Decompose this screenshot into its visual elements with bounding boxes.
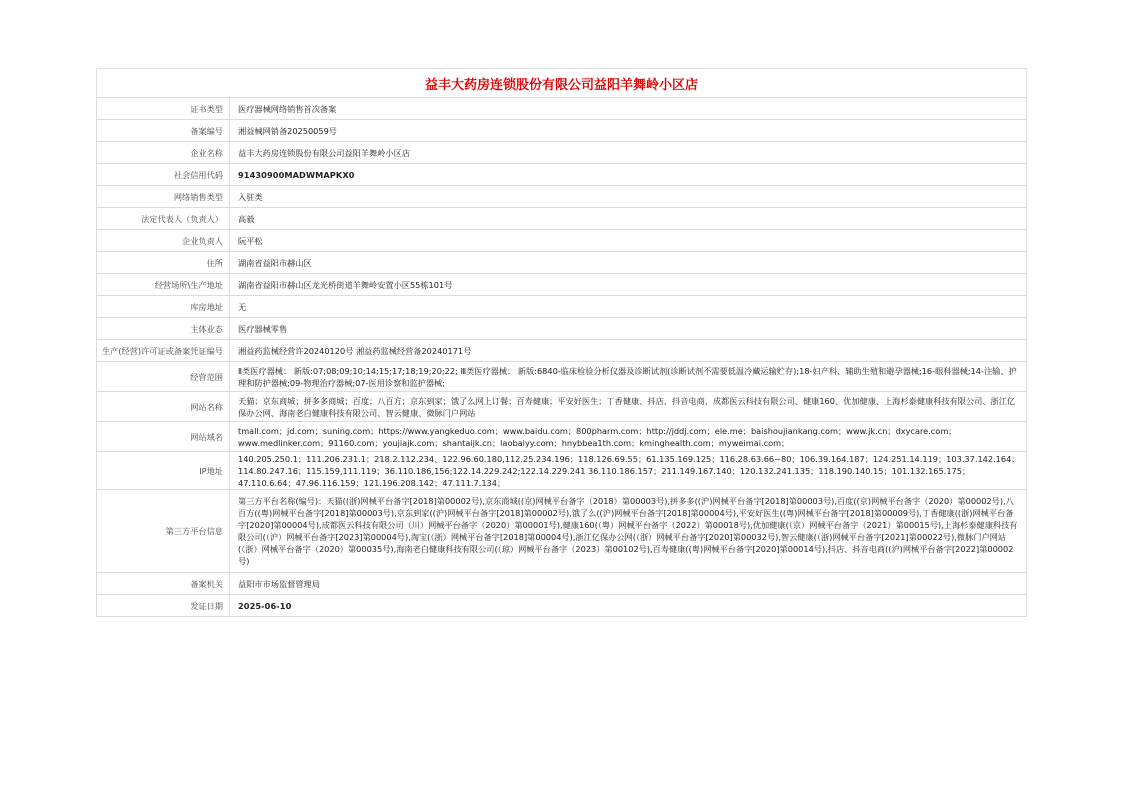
label-record-number: 备案编号 (97, 120, 230, 142)
row-ip-address (97, 452, 1027, 490)
label-credit-code: 社会信用代码 (97, 164, 230, 186)
row-business-scope (97, 362, 1027, 392)
row-filing-authority (97, 573, 1027, 595)
label-residence: 住所 (97, 252, 230, 274)
value-business-scope: Ⅱ类医疗器械： 新版:07;08;09;10;14;15;17;18;19;20;22; Ⅲ类医疗器械： 新版:6840-临床检验分析仪器及诊断试剂(诊断试剂不需要低温冷藏运输贮存);18-妇产科、辅助生殖和避孕器械;16-眼科器械;14-注输、护理和防护器械;09-物理治疗器械;07-医用诊察和监护器械; (230, 362, 1027, 392)
label-business-address: 经营场所\生产地址 (97, 274, 230, 296)
value-cert-type: 医疗器械网络销售首次备案 (230, 98, 1027, 120)
value-business-format: 医疗器械零售 (230, 318, 1027, 340)
value-third-party: 第三方平台名称(编号)：天猫((浙)网械平台备字[2018]第00002号),京东商城((京)网械平台备字（2018）第00003号),拼多多((沪)网械平台备字[2018]第00003号),百度((京)网械平台备字（2020）第00002号),八百方((粤)网械平台备字[2018]第00003号),京东到家((沪)网械平台备字[2018]第00002号),饿了么((沪)网械平台备字[2018]第00004号),平安好医生((粤)网械平台备字[2018]第00009号),丁香健康((浙)网械平台备字[2020]第00004号),成都医云科技有限公司（川）网械平台备字（2020）第00001号),健康160(（粤）网械平台备字（2022）第00018号),优加健康(（京）网械平台备字（2021）第00015号),上海杉泰健康科技有限公司(（沪）网械平台备字[2023]第00004号),淘宝(（浙）网械平台备字[2018]第00004号),浙江亿保办公网(（浙）网械平台备字[2020]第00032号),智云健康(（浙)网械平台备字[2021]第00022号),微脉门户网站(（浙）网械平台备字（2020）第00035号),海南老白健康科技有限公司(（琼）网械平台备字（2023）第00102号),百寿健康((粤)网械平台备字[2020]第00014号),抖店、抖音电商((沪)网械平台备字[2022]第00002号) (230, 490, 1027, 573)
value-warehouse-address: 无 (230, 296, 1027, 318)
value-company-head: 阮平松 (230, 230, 1027, 252)
row-record-number (97, 120, 1027, 142)
row-cert-type (97, 98, 1027, 120)
label-website-domains: 网站域名 (97, 422, 230, 452)
value-filing-authority: 益阳市市场监督管理局 (230, 573, 1027, 595)
row-third-party (97, 490, 1027, 573)
value-website-names: 天猫；京东商城；拼多多商城；百度；八百方；京东到家；饿了么网上订餐；百寿健康；平安好医生；丁香健康、抖店、抖音电商、成都医云科技有限公司、健康160、优加健康、上海杉泰健康科技有限公司、浙江亿保办公网、海南老白健康科技有限公司、智云健康、微脉门户网站 (230, 392, 1027, 422)
value-credit-code: 91430900MADWMAPKX0 (230, 164, 1027, 186)
label-legal-rep: 法定代表人（负责人） (97, 208, 230, 230)
label-cert-type: 证书类型 (97, 98, 230, 120)
record-table (96, 97, 1027, 617)
label-filing-authority: 备案机关 (97, 573, 230, 595)
label-sales-type: 网络销售类型 (97, 186, 230, 208)
row-legal-rep (97, 208, 1027, 230)
row-warehouse-address (97, 296, 1027, 318)
label-company-head: 企业负责人 (97, 230, 230, 252)
row-business-address (97, 274, 1027, 296)
label-business-scope: 经营范围 (97, 362, 230, 392)
row-sales-type (97, 186, 1027, 208)
row-website-names (97, 392, 1027, 422)
label-company-name: 企业名称 (97, 142, 230, 164)
value-website-domains: tmall.com；jd.com；suning.com；https://www.yangkeduo.com；www.baidu.com；800pharm.com；http://jddj.com；ele.me；baishoujiankang.com；www.jk.cn；dxycare.com；www.medlinker.com；91160.com；youjiajk.com；shantaijk.cn；laobaiyy.com；hnybbea1th.com；kminghealth.com；myweimai.com； (230, 422, 1027, 452)
value-record-number: 湘益械网销备20250059号 (230, 120, 1027, 142)
value-ip-address: 140.205.250.1；111.206.231.1；218.2.112.234、122.96.60.180,112.25.234.196；118.126.69.55；61.135.169.125；116.28.63.66~80；106.39.164.187；124.251.14.119；103.37.142.164；114.80.247.16；115.159,111.119；36.110.186,156;122.14.229.242;122.14.229.241 36.110.186.157；211.149.167.140；120.132.241.135；118.190.140.15；101.132.165.175；47.110.6.64；47.96.116.159；121.196.208.142；47.111.7.134； (230, 452, 1027, 490)
row-residence (97, 252, 1027, 274)
value-business-address: 湖南省益阳市赫山区龙光桥街道羊舞岭安置小区55栋101号 (230, 274, 1027, 296)
label-website-names: 网站名称 (97, 392, 230, 422)
value-license-number: 湘益药监械经营许20240120号 湘益药监械经营备20240171号 (230, 340, 1027, 362)
record-sheet (96, 68, 1027, 617)
value-legal-rep: 高毅 (230, 208, 1027, 230)
row-business-format (97, 318, 1027, 340)
label-ip-address: IP地址 (97, 452, 230, 490)
value-company-name: 益丰大药房连锁股份有限公司益阳羊舞岭小区店 (230, 142, 1027, 164)
row-license-number (97, 340, 1027, 362)
label-third-party: 第三方平台信息 (97, 490, 230, 573)
label-license-number: 生产(经营)许可证或备案凭证编号 (97, 340, 230, 362)
row-credit-code (97, 164, 1027, 186)
row-website-domains (97, 422, 1027, 452)
row-company-name (97, 142, 1027, 164)
row-issue-date (97, 595, 1027, 617)
label-business-format: 主体业态 (97, 318, 230, 340)
row-company-head (97, 230, 1027, 252)
value-sales-type: 入驻类 (230, 186, 1027, 208)
value-issue-date: 2025-06-10 (230, 595, 1027, 617)
value-residence: 湖南省益阳市赫山区 (230, 252, 1027, 274)
label-issue-date: 发证日期 (97, 595, 230, 617)
label-warehouse-address: 库房地址 (97, 296, 230, 318)
page-title: 益丰大药房连锁股份有限公司益阳羊舞岭小区店 (96, 68, 1027, 97)
